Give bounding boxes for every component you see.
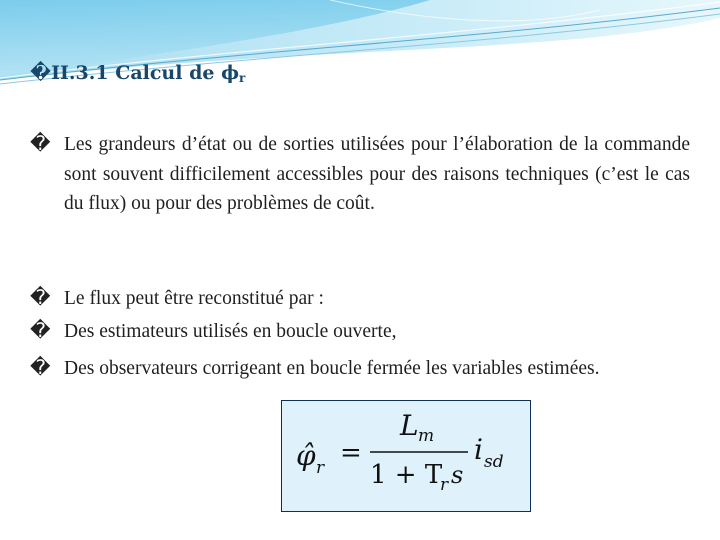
formula-numerator: L xyxy=(400,409,419,442)
formula-box xyxy=(281,400,531,512)
formula-laplace-variable: s xyxy=(451,461,464,489)
title-phi-symbol: ϕ xyxy=(221,62,239,84)
title-text: II.3.1 Calcul de xyxy=(51,62,222,84)
paragraph-open-loop-estimators: Des estimateurs utilisés en boucle ouverte, xyxy=(64,321,397,342)
paragraph-closed-loop-observers: Des observateurs corrigeant en boucle fermée les variables estimées. xyxy=(64,358,600,379)
formula-lhs-subscript: r xyxy=(316,458,325,478)
bullet-icon: � xyxy=(30,285,51,309)
slide-title xyxy=(30,62,245,85)
title-phi-subscript: r xyxy=(238,71,246,85)
formula-lhs: φ̂ xyxy=(296,439,316,472)
formula-numerator-subscript: m xyxy=(418,426,435,446)
formula-equals: = xyxy=(340,438,362,468)
formula-rhs-subscript: sd xyxy=(484,452,504,472)
bullet-icon: � xyxy=(30,131,51,155)
paragraph-flux-reconstruction: Le flux peut être reconstitué par : xyxy=(64,288,324,309)
flux-estimation-formula xyxy=(282,401,532,513)
paragraph-state-variables: Les grandeurs d’état ou de sorties utilisées pour l’élaboration de la commande sont souvent difficilement accessibles pour des raisons techniques (c’est le cas du flux) ou pour des problèmes de coût. xyxy=(64,134,690,214)
bullet-icon: � xyxy=(30,318,51,342)
title-bullet: � xyxy=(30,62,52,84)
formula-denominator: 1 + T xyxy=(370,460,443,490)
formula-rhs: i xyxy=(474,433,483,466)
formula-denominator-subscript: r xyxy=(440,475,449,495)
bullet-icon: � xyxy=(30,355,51,379)
